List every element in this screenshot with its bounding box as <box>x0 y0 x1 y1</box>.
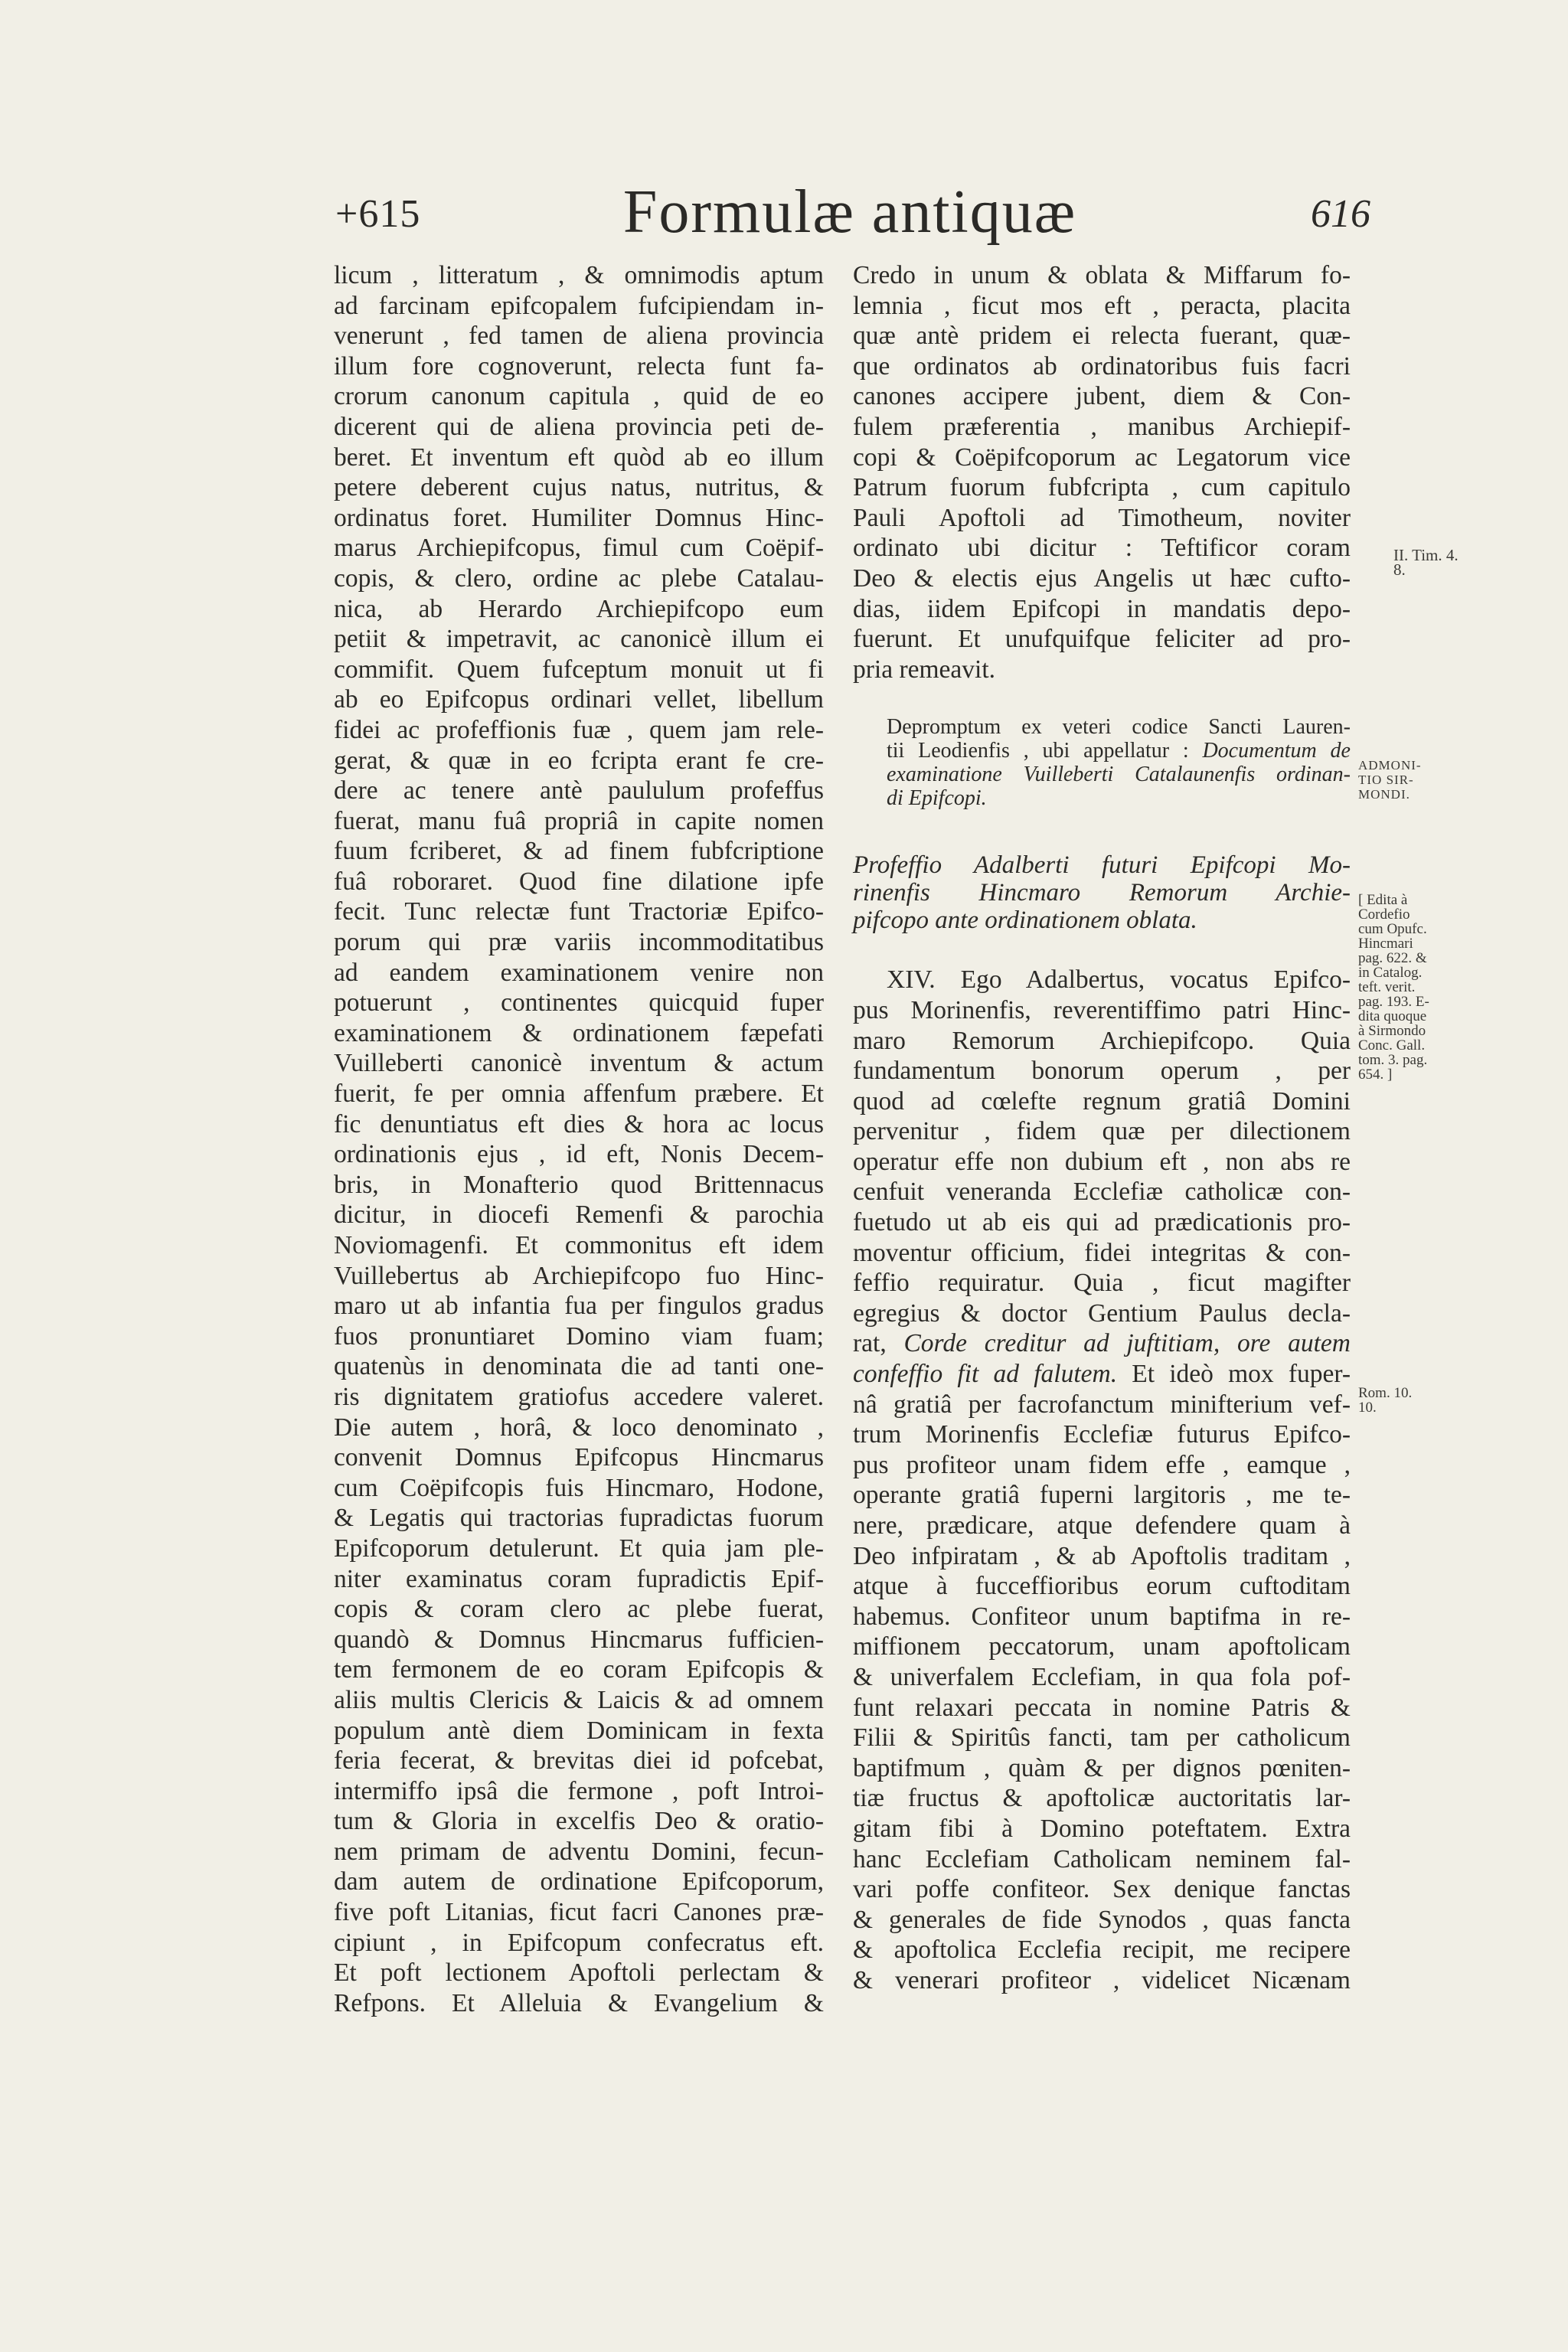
text-line: ordinatus foret. Humiliter Domnus Hinc- <box>334 503 824 532</box>
source-line: examinatione Vuilleberti Catalaunenfis ordinan- <box>887 763 1351 787</box>
text-line: fulem præferentia , manibus Archiepif- <box>853 412 1351 441</box>
margin-line: in Catalog. <box>1358 965 1423 981</box>
text-line: pervenitur , fidem quæ per dilectionem <box>853 1117 1351 1146</box>
text-line: Patrum fuorum fubfcripta , cum capitulo <box>853 473 1351 502</box>
text-line <box>853 1359 1351 1390</box>
text-line: nica, ab Herardo Archiepifcopo eum <box>334 594 824 623</box>
page-number-right: 616 <box>1311 192 1370 236</box>
text-line <box>853 1328 1351 1359</box>
text-line: & univerfalem Ecclefiam, in qua fola pof- <box>853 1662 1351 1691</box>
text-line: Filii & Spiritûs fancti, tam per catholicum <box>853 1723 1351 1753</box>
text-line: feffio requiratur. Quia , ficut magifter <box>853 1269 1351 1298</box>
text-line: quandò & Domnus Hincmarus fufficien- <box>334 1625 824 1654</box>
text-line: fuos pronuntiaret Domino viam fuam; <box>334 1321 824 1351</box>
text-line: nere, prædicare, atque defendere quam à <box>853 1511 1351 1540</box>
text-line: cipiunt , in Epifcopum confecratus eft. <box>334 1928 824 1957</box>
heading-line: rinenfis Hincmaro Remorum Archie- <box>853 879 1351 907</box>
text-line: ab eo Epifcopus ordinari vellet, libellum <box>334 685 824 714</box>
text-line: gitam fibi à Domino poteftatem. Extra <box>853 1814 1351 1843</box>
section-heading <box>853 851 1351 934</box>
text-line: operante gratiâ fuperni largitoris , me te- <box>853 1481 1351 1510</box>
left-column-text <box>334 260 824 2018</box>
text-line: crorum canonum capitula , quid de eo <box>334 382 824 411</box>
text-line: fuetudo ut ab eis qui ad prædicationis pro- <box>853 1208 1351 1237</box>
source-line <box>887 739 1351 763</box>
text-line: & apoftolica Ecclefia recipit, me recipere <box>853 1936 1351 1965</box>
text-line: pria remeavit. <box>853 655 996 684</box>
margin-line: dita quoque <box>1358 1008 1427 1024</box>
text-line: potuerunt , continentes quicquid fuper <box>334 988 824 1018</box>
text-line: fuerunt. Et unufquifque feliciter ad pro- <box>853 625 1351 654</box>
text-line: niter examinatus coram fupradictis Epif- <box>334 1564 824 1593</box>
source-text: tii Leodienfis , ubi appellatur : <box>887 739 1203 763</box>
text-line: fidei ac profeffionis fuæ , quem jam rele- <box>334 715 824 744</box>
text-line: ris dignitatem gratiofus accedere valeret. <box>334 1382 824 1411</box>
margin-line: Conc. Gall. <box>1358 1037 1426 1054</box>
text-line: que ordinatos ab ordinatoribus fuis facri <box>853 351 1351 381</box>
margin-line: 654. ] <box>1358 1067 1393 1083</box>
margin-line: 10. <box>1358 1400 1377 1416</box>
text-line: Et poft lectionem Apoftoli perlectam & <box>334 1958 824 1988</box>
scripture-quote: confeffio fit ad falutem. <box>853 1360 1118 1389</box>
margin-line: pag. 622. & <box>1358 950 1427 966</box>
text-line: ordinato ubi dicitur : Teftificor coram <box>853 534 1351 563</box>
text-line: dere ac tenere antè paululum profeffus <box>334 776 824 805</box>
text-line: habemus. Confiteor unum baptifma in re- <box>853 1602 1351 1631</box>
text-line: nâ gratiâ per facrofanctum minifterium vef- <box>853 1390 1351 1419</box>
text-line: canones accipere jubent, diem & Con- <box>853 382 1351 411</box>
text-line: XIV. Ego Adalbertus, vocatus Epifco- <box>887 965 1351 995</box>
text-line: venerunt , fed tamen de aliena provincia <box>334 322 824 351</box>
text-line: egregius & doctor Gentium Paulus decla- <box>853 1298 1351 1328</box>
text-line: aliis multis Clericis & Laicis & ad omnem <box>334 1685 824 1714</box>
text-line: petere deberent cujus natus, nutritus, & <box>334 473 824 502</box>
text-line: cum Coëpifcopis fuis Hincmaro, Hodone, <box>334 1473 824 1502</box>
margin-line: à Sirmondo <box>1358 1023 1426 1039</box>
margin-line: cum Opufc. <box>1358 921 1427 937</box>
text-line: beret. Et inventum eft quòd ab eo illum <box>334 443 824 472</box>
text-line: pus profiteor unam fidem effe , eamque , <box>853 1450 1351 1479</box>
text-line: copi & Coëpifcoporum ac Legatorum vice <box>853 443 1351 472</box>
margin-line: MONDI. <box>1358 787 1410 802</box>
text-line: copis & coram clero ac plebe fuerat, <box>334 1595 824 1624</box>
text-line: feria fecerat, & brevitas diei id pofcebat, <box>334 1746 824 1775</box>
margin-line: tom. 3. pag. <box>1358 1052 1428 1068</box>
text-line: tiæ fructus & apoftolicæ auctoritatis lar- <box>853 1784 1351 1813</box>
source-title: Documentum de <box>1202 739 1351 763</box>
heading-line: Profeffio Adalberti futuri Epifcopi Mo- <box>853 851 1351 880</box>
margin-note-romans <box>1358 1386 1412 1415</box>
text-line: fuerat, manu fuâ propriâ in capite nomen <box>334 806 824 835</box>
text-line: licum , litteratum , & omnimodis aptum <box>334 261 824 289</box>
quote-tail: Et ideò mox fuper- <box>1117 1360 1351 1389</box>
margin-line: Rom. 10. <box>1358 1385 1413 1401</box>
text-line: Epifcoporum detulerunt. Et quia jam ple- <box>334 1534 824 1563</box>
text-line: fuerit, fe per omnia affenfum præbere. Et <box>334 1080 824 1109</box>
text-line: populum antè diem Dominicam in fexta <box>334 1716 824 1745</box>
text-line: lemnia , ficut mos eft , peracta, placita <box>853 291 1351 320</box>
text-line: Deo & electis ejus Angelis ut hæc cufto- <box>853 564 1351 593</box>
text-line: examinationem & ordinationem fæpefati <box>334 1018 824 1047</box>
left-column <box>334 260 824 2018</box>
text-line: fecit. Tunc relectæ funt Tractoriæ Epifco- <box>334 897 824 926</box>
margin-line: pag. 193. E- <box>1358 994 1429 1010</box>
text-line: convenit Domnus Epifcopus Hincmarus <box>334 1443 824 1472</box>
margin-note-timothy <box>1393 548 1459 577</box>
text-line: moventur officium, fidei integritas & con- <box>853 1238 1351 1267</box>
running-header <box>329 178 1370 254</box>
text-line: dicitur, in diocefi Remenfi & parochia <box>334 1200 824 1230</box>
text-line: maro Remorum Archiepifcopo. Quia <box>853 1026 1351 1055</box>
text-line: trum Morinenfis Ecclefiæ futurus Epifco- <box>853 1420 1351 1449</box>
text-line: funt relaxari peccata in nomine Patris & <box>853 1693 1351 1722</box>
text-line: quæ antè pridem ei relecta fuerant, quæ- <box>853 322 1351 351</box>
margin-note-edita <box>1358 893 1429 1082</box>
text-line: cenfuit veneranda Ecclefiæ catholicæ con- <box>853 1178 1351 1207</box>
text-line: dicerent qui de aliena provincia peti de- <box>334 412 824 441</box>
text-line: marus Archiepifcopus, fimul cum Coëpif- <box>334 534 824 563</box>
text-line: Noviomagenfi. Et commonitus eft idem <box>334 1231 824 1259</box>
margin-line: teft. verit. <box>1358 979 1416 995</box>
text-line: Pauli Apoftoli ad Timotheum, noviter <box>853 503 1351 532</box>
margin-line: [ Edita à <box>1358 892 1408 908</box>
text-line: atque à fucceffioribus eorum cuftoditam <box>853 1572 1351 1601</box>
text-line: fuâ roboraret. Quod fine dilatione ipfe <box>334 867 824 896</box>
text-line: maro ut ab infantia fua per fingulos gradus <box>334 1292 824 1321</box>
text-line: ordinationis ejus , id eft, Nonis Decem- <box>334 1140 824 1169</box>
text-line: quatenùs in denominata die ad tanti one- <box>334 1352 824 1381</box>
text-line: miffionem peccatorum, unam apoftolicam <box>853 1632 1351 1661</box>
text-line: bris, in Monafterio quod Brittennacus <box>334 1170 824 1199</box>
text-line: fuum fcriberet, & ad finem fubfcriptione <box>334 837 824 866</box>
text-line: porum qui præ variis incommoditatibus <box>334 928 824 957</box>
text-line: dam autem de ordinatione Epifcoporum, <box>334 1867 824 1896</box>
quote-lead: rat, <box>853 1329 904 1358</box>
page-title: Formulæ antiquæ <box>622 178 1077 246</box>
margin-line: ADMONI- <box>1358 758 1422 773</box>
scripture-quote: Corde creditur ad juftitiam, ore autem <box>903 1329 1351 1358</box>
text-line: tum & Gloria in excelfis Deo & oratio- <box>334 1807 824 1836</box>
margin-line: Hincmari <box>1358 936 1413 952</box>
margin-line: 8. <box>1393 560 1406 579</box>
text-line: & Legatis qui tractorias fupradictas fuorum <box>334 1504 824 1533</box>
source-line: di Epifcopi. <box>887 786 987 811</box>
text-line: ad eandem examinationem venire non <box>334 958 824 987</box>
text-line: pus Morinenfis, reverentiffimo patri Hinc- <box>853 995 1351 1024</box>
text-line: petiit & impetravit, ac canonicè illum ei <box>334 625 824 654</box>
text-line: intermiffo ipsâ die fermone , poft Introi- <box>334 1776 824 1805</box>
text-line: fic denuntiatus eft dies & hora ac locus <box>334 1109 824 1138</box>
margin-note-admonitio <box>1358 758 1422 802</box>
text-line: Vuilleberti canonicè inventum & actum <box>334 1049 824 1078</box>
text-line: illum fore cognoverunt, relecta funt fa- <box>334 351 824 381</box>
text-line: Die autem , horâ, & loco denominato , <box>334 1413 824 1442</box>
text-line: hanc Ecclefiam Catholicam neminem fal- <box>853 1844 1351 1873</box>
paragraph-profession <box>853 965 1351 1995</box>
right-column <box>853 260 1351 1996</box>
text-line: vari poffe confiteor. Sex denique fanctas <box>853 1875 1351 1904</box>
text-line: ad farcinam epifcopalem fufcipiendam in- <box>334 291 824 320</box>
text-line: copis, & clero, ordine ac plebe Catalau- <box>334 564 824 593</box>
text-line: dias, iidem Epifcopi in mandatis depo- <box>853 594 1351 623</box>
paragraph-ordination-end <box>853 260 1351 684</box>
source-line: Depromptum ex veteri codice Sancti Lauren- <box>887 715 1351 740</box>
text-line: gerat, & quæ in eo fcripta erant fe cre- <box>334 746 824 775</box>
page-number-left: +615 <box>335 192 421 236</box>
text-line: & generales de fide Synodos , quas fancta <box>853 1905 1351 1934</box>
margin-line: TIO SIR- <box>1358 773 1414 787</box>
text-line: Refpons. Et Alleluia & Evangelium & <box>334 1988 824 2017</box>
source-note <box>853 715 1351 810</box>
text-line: Vuillebertus ab Archiepifcopo fuo Hinc- <box>334 1261 824 1290</box>
text-line: quod ad cœlefte regnum gratiâ Domini <box>853 1086 1351 1116</box>
margin-line: II. Tim. 4. <box>1393 546 1459 564</box>
text-line: fundamentum bonorum operum , per <box>853 1057 1351 1086</box>
text-line: nem primam de adventu Domini, fecun- <box>334 1837 824 1866</box>
text-line: commifit. Quem fufceptum monuit ut fi <box>334 655 824 684</box>
text-line: tem fermonem de eo coram Epifcopis & <box>334 1655 824 1684</box>
text-line: Deo infpiratam , & ab Apoftolis traditam , <box>853 1541 1351 1570</box>
text-line: baptifmum , quàm & per dignos pœniten- <box>853 1753 1351 1782</box>
text-line: & venerari profiteor , videlicet Nicænam <box>853 1965 1351 1994</box>
text-line: operatur effe non dubium eft , non abs re <box>853 1147 1351 1176</box>
heading-line: pifcopo ante ordinationem oblata. <box>853 906 1197 935</box>
margin-line: Cordefio <box>1358 906 1410 923</box>
text-line: five poft Litanias, ficut facri Canones præ- <box>334 1898 824 1927</box>
text-line: Credo in unum & oblata & Miffarum fo- <box>853 261 1351 289</box>
